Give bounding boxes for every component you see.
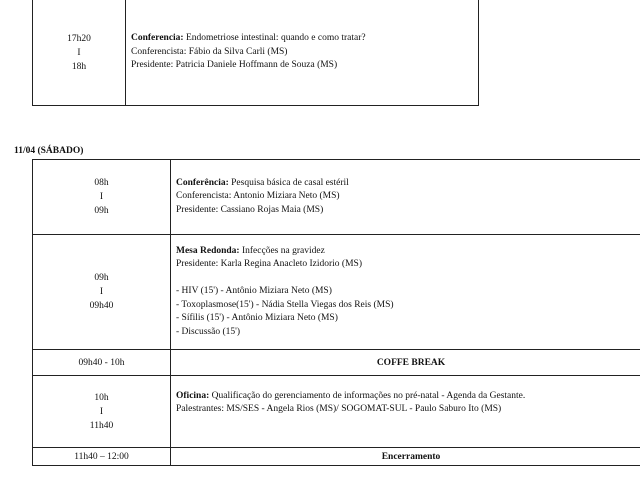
closing-label: Encerramento <box>171 448 640 466</box>
time-cell: 09h40 - 10h <box>33 350 171 376</box>
table-row <box>33 350 640 376</box>
table-row <box>33 0 479 106</box>
session-heading <box>176 390 640 403</box>
session-heading <box>131 32 478 45</box>
table-row <box>33 235 640 350</box>
time-end: 18h <box>71 61 87 72</box>
talk-item: - Sífilis (15') - Antônio Miziara Neto (MS) <box>176 313 338 324</box>
time-start: 17h20 <box>67 33 91 44</box>
session-title: Pesquisa básica de casal estéril <box>228 177 349 188</box>
session-president: Presidente: Karla Regina Anacleto Izidorio (MS) <box>176 259 362 270</box>
day-heading: 11/04 (SÁBADO) <box>14 146 84 156</box>
coffee-break-label: COFFE BREAK <box>171 350 640 376</box>
session-president: Presidente: Cassiano Rojas Maia (MS) <box>176 204 324 215</box>
blank-line <box>176 272 640 285</box>
talk-item: - Discussão (15') <box>176 326 240 337</box>
session-cell <box>171 160 640 235</box>
time-cell <box>33 0 126 106</box>
session-speaker: Conferencista: Antonio Miziara Neto (MS) <box>176 191 340 202</box>
session-type: Mesa Redonda: <box>176 246 240 257</box>
session-heading <box>176 177 640 190</box>
time-separator: I <box>99 287 104 297</box>
session-speaker: Conferencista: Fábio da Silva Carli (MS) <box>131 46 288 57</box>
session-title: Infecções na gravidez <box>239 246 325 257</box>
time-cell <box>33 235 171 350</box>
table-row <box>33 160 640 235</box>
session-title: Qualificação do gerenciamento de informações no pré-natal - Agenda da Gestante. <box>209 391 526 401</box>
time-start: 08h <box>94 178 109 188</box>
session-type: Oficina: <box>176 391 210 401</box>
schedule-table-saturday <box>32 159 640 466</box>
session-president: Presidente: Patricia Daniele Hoffmann de Souza (MS) <box>131 60 338 71</box>
time-separator: I <box>77 47 81 58</box>
time-end: 09h40 <box>89 301 114 311</box>
session-type: Conferência: <box>176 177 229 188</box>
session-title: Endometriose intestinal: quando e como tratar? <box>183 33 366 44</box>
time-start: 09h <box>94 273 109 283</box>
session-heading <box>176 245 640 258</box>
time-separator: I <box>99 192 104 202</box>
schedule-table-previous-day <box>32 0 479 106</box>
session-type: Conferencia: <box>131 33 184 44</box>
session-cell <box>126 0 479 106</box>
time-end: 09h <box>94 206 109 216</box>
talk-item: - HIV (15') - Antônio Miziara Neto (MS) <box>176 286 332 297</box>
time-separator: I <box>99 406 104 417</box>
talk-item: - Toxoplasmose(15') - Nádia Stella Viegas dos Reis (MS) <box>176 299 394 310</box>
table-row <box>33 448 640 466</box>
time-end: 11h40 <box>89 420 114 431</box>
session-speakers: Palestrantes: MS/SES - Angela Rios (MS)/ SOGOMAT-SUL - Paulo Saburo Ito (MS) <box>176 404 502 415</box>
time-cell <box>33 376 171 448</box>
table-row <box>33 376 640 448</box>
time-start: 10h <box>94 392 109 403</box>
time-cell <box>33 160 171 235</box>
session-cell <box>171 376 640 448</box>
time-cell: 11h40 – 12:00 <box>33 448 171 466</box>
session-cell <box>171 235 640 350</box>
